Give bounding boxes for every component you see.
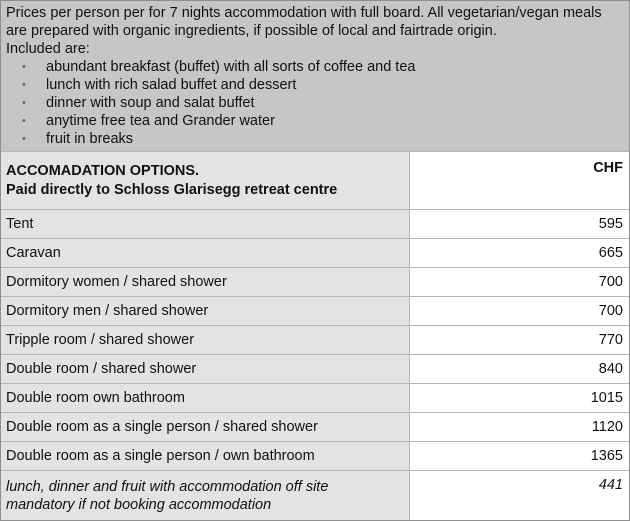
- row-label: Dormitory men / shared shower: [1, 297, 410, 326]
- row-label: Dormitory women / shared shower: [1, 268, 410, 297]
- row-price: 770: [410, 326, 630, 355]
- row-label: Double room / shared shower: [1, 355, 410, 384]
- header-title: ACCOMADATION OPTIONS.: [6, 162, 200, 179]
- bullet-icon: •: [22, 79, 26, 91]
- list-item: [6, 76, 624, 94]
- table-header-row: [1, 152, 629, 210]
- list-item: [6, 112, 624, 130]
- header-currency: CHF: [410, 152, 630, 210]
- table-row: [1, 384, 629, 413]
- included-label: Included are:: [6, 41, 90, 57]
- row-label: Double room own bathroom: [1, 384, 410, 413]
- row-label: Caravan: [1, 239, 410, 268]
- row-price: 700: [410, 297, 630, 326]
- list-item-text: lunch with rich salad buffet and dessert: [46, 77, 297, 93]
- row-price: 700: [410, 268, 630, 297]
- table-footer-row: [1, 471, 629, 521]
- header-subtitle: Paid directly to Schloss Glarisegg retreat centre: [6, 181, 338, 198]
- row-price: 595: [410, 210, 630, 239]
- list-item: [6, 58, 624, 76]
- row-price: 1015: [410, 384, 630, 413]
- table-row: [1, 297, 629, 326]
- bullet-icon: •: [22, 115, 26, 127]
- row-price: 1365: [410, 442, 630, 471]
- list-item-text: dinner with soup and salat buffet: [46, 95, 255, 111]
- list-item-text: abundant breakfast (buffet) with all sorts of coffee and tea: [46, 59, 416, 75]
- intro-paragraph: Prices per person per for 7 nights accommodation with full board. All vegetarian/vegan meals are prepared with organic ingredients, if possible of local and fairtrade origin.: [6, 5, 602, 39]
- included-list: [6, 58, 624, 148]
- row-label: Tripple room / shared shower: [1, 326, 410, 355]
- table-row: [1, 239, 629, 268]
- list-item: [6, 130, 624, 148]
- header-label-cell: [1, 152, 410, 210]
- row-label: Tent: [1, 210, 410, 239]
- row-label: Double room as a single person / own bathroom: [1, 442, 410, 471]
- accommodation-price-table: [1, 151, 629, 520]
- table-row: [1, 442, 629, 471]
- intro-section: [1, 1, 629, 151]
- row-price: 840: [410, 355, 630, 384]
- footer-label-cell: [1, 471, 410, 521]
- table-row: [1, 268, 629, 297]
- table-row: [1, 355, 629, 384]
- footer-line-2: mandatory if not booking accommodation: [6, 496, 272, 513]
- table-row: [1, 210, 629, 239]
- bullet-icon: •: [22, 97, 26, 109]
- list-item-text: fruit in breaks: [46, 131, 134, 147]
- bullet-icon: •: [22, 61, 26, 73]
- list-item: [6, 94, 624, 112]
- bullet-icon: •: [22, 133, 26, 145]
- row-label: Double room as a single person / shared shower: [1, 413, 410, 442]
- footer-line-1: lunch, dinner and fruit with accommodation off site: [6, 478, 329, 495]
- table-row: [1, 326, 629, 355]
- list-item-text: anytime free tea and Grander water: [46, 113, 275, 129]
- row-price: 665: [410, 239, 630, 268]
- footer-price: 441: [410, 471, 630, 521]
- row-price: 1120: [410, 413, 630, 442]
- table-row: [1, 413, 629, 442]
